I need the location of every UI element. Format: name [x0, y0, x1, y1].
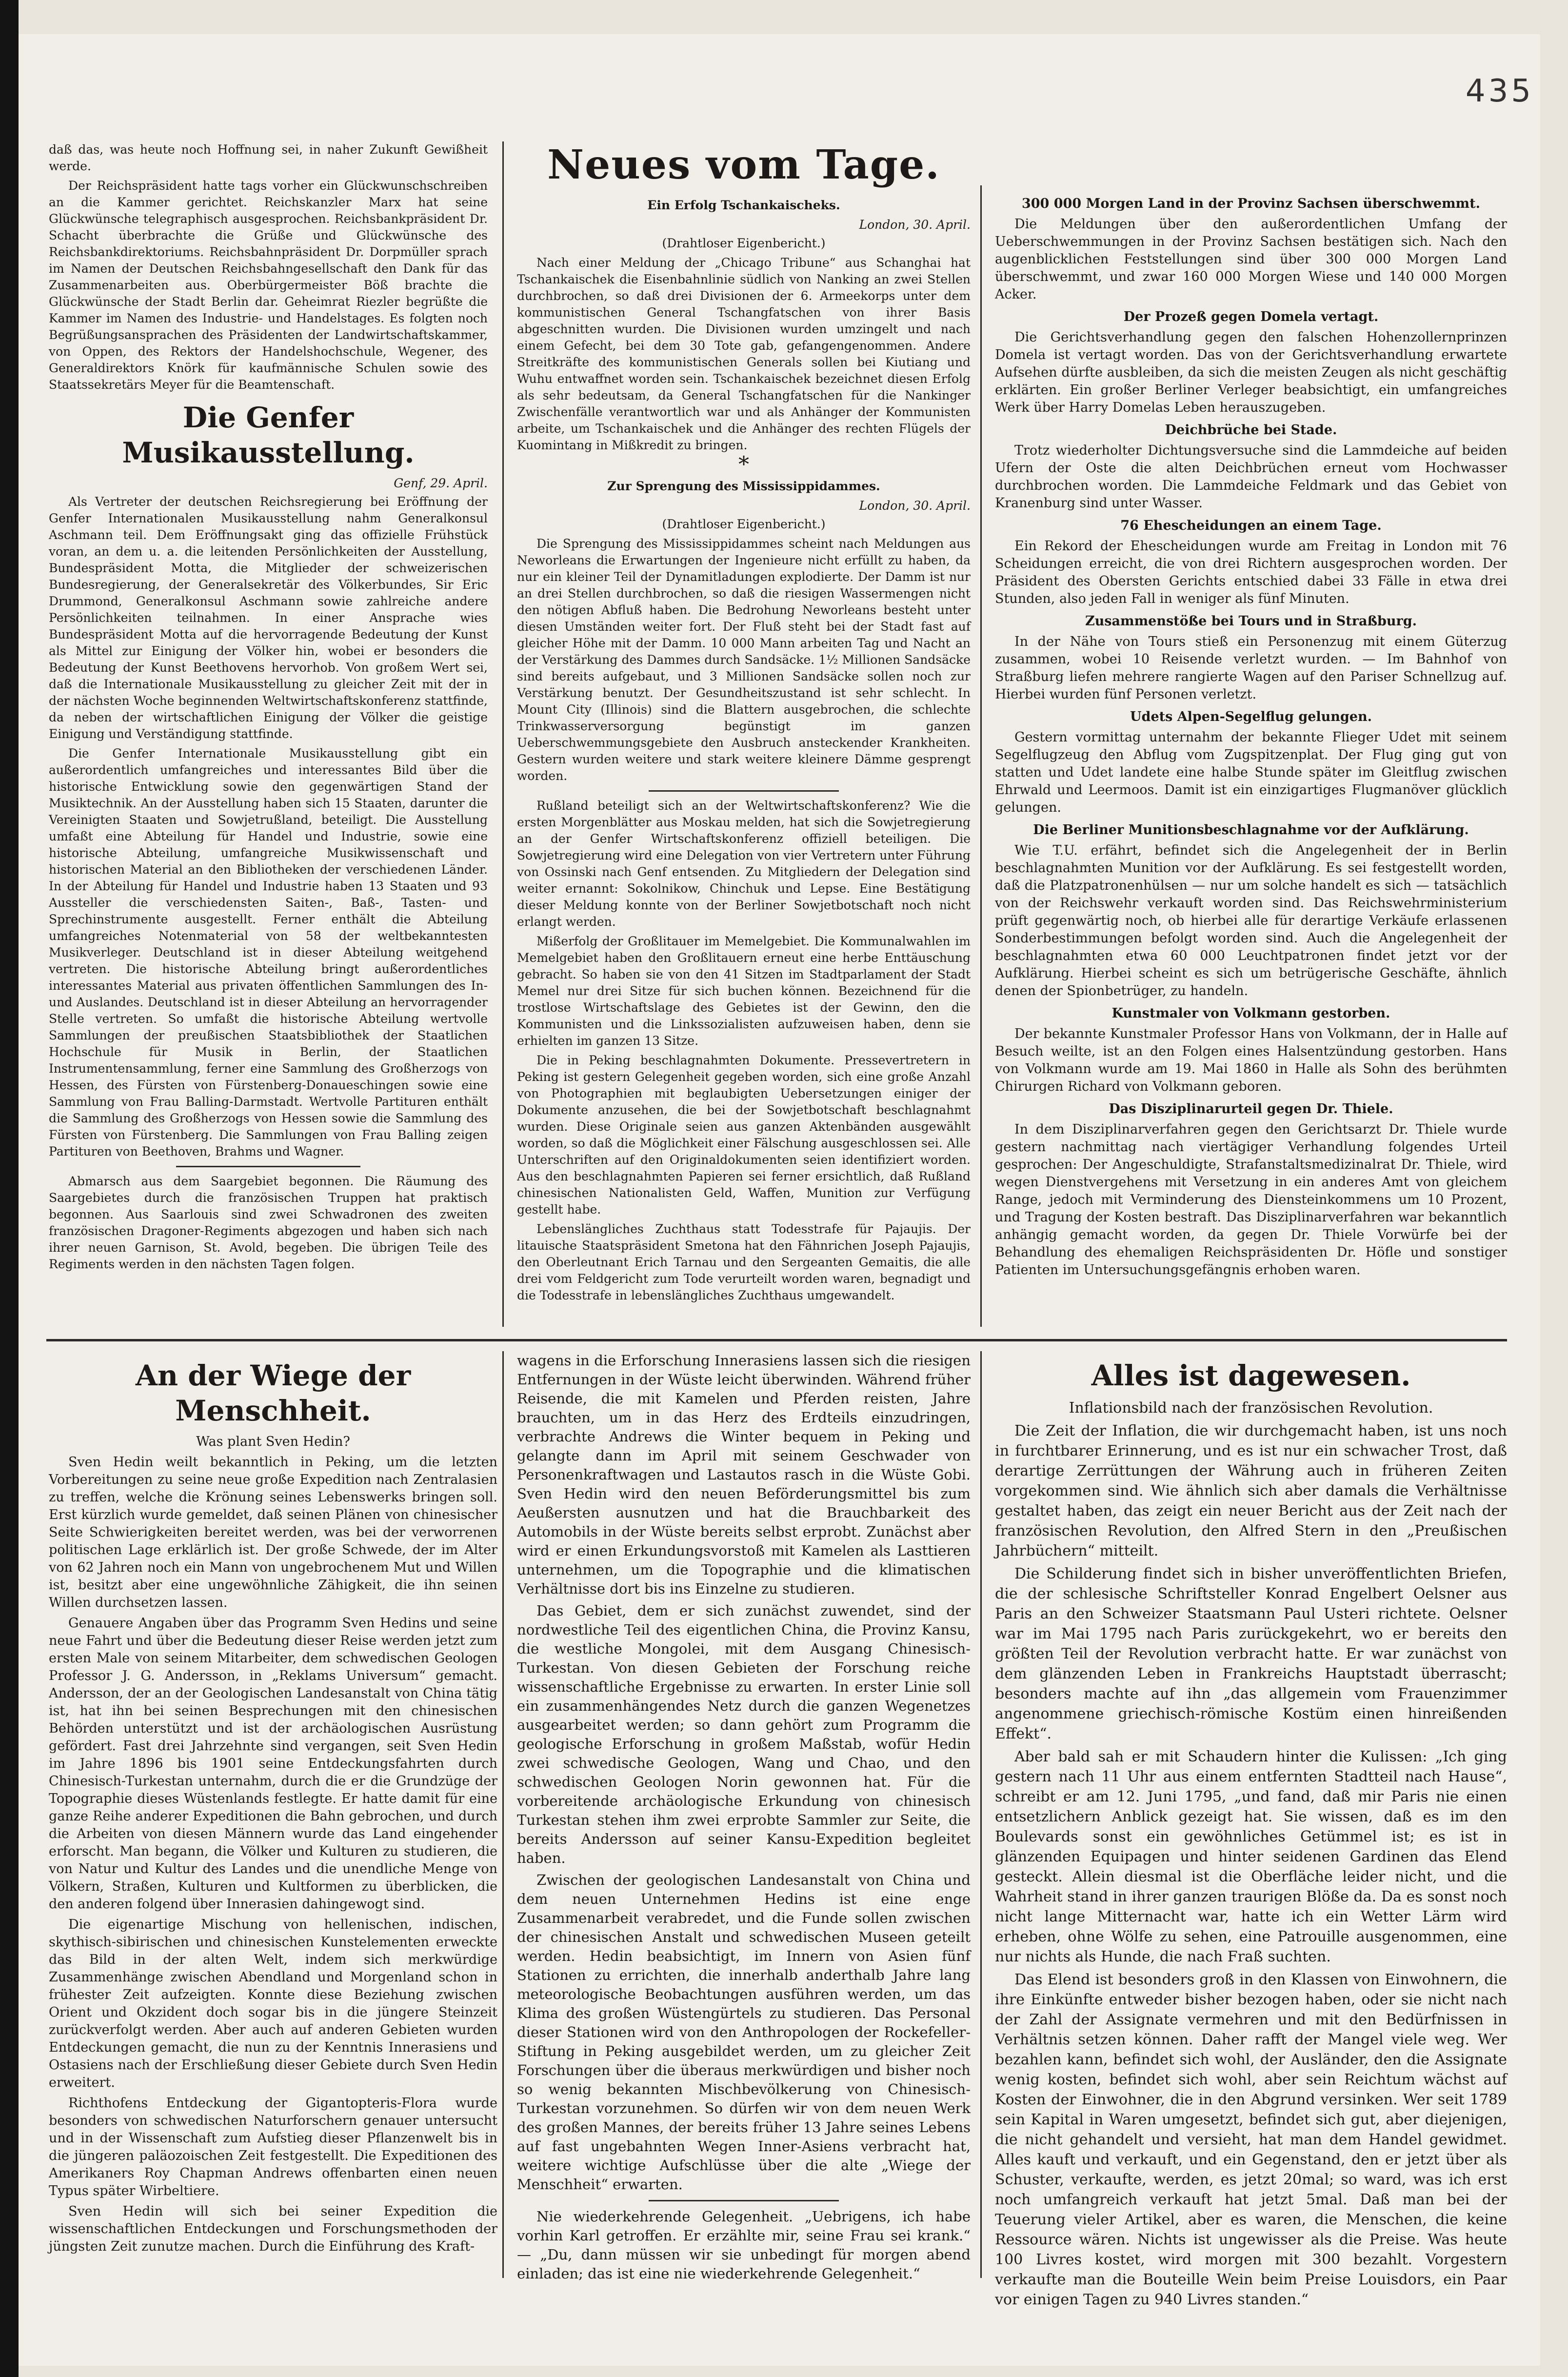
column-rule: [502, 1351, 504, 2278]
paragraph: wagens in die Erforschung Innerasiens lassen sich die riesigen Entfernungen in der Wüste leicht überwinden. Während früher Reisende, die mit Kamelen und Pferden reisten, Jahre brauchten, um in das Herz des Erdteils einzudringen, verbrachte Andrews die Winter bequem in Peking und gelangte dann im April mit seinem Geschwader von Personenkraftwagen und Lastautos rasch in die Wüste Gobi. Sven Hedin wird den neuen Beförderungsmittel bis zum Aeußersten ausnutzen und hat die Brauchbarkeit des Automobils in der Wüste bereits selbst erprobt. Zunächst aber wird er einen Erkundungsvorstoß mit Kamelen als Lasttieren unternehmen, um die Topographie und die klimatischen Verhältnisse dort bis ins Einzelne zu studieren.: [517, 1352, 971, 1597]
paragraph: Sven Hedin weilt bekanntlich in Peking, um die letzten Vorbereitungen zu seine neue große Expedition nach Zentralasien zu treffen, welche die Krönung seines Lebenswerks bringen soll. Erst kürzlich wurde gemeldet, daß seinen Plänen von chinesischer Seite Schwierigkeiten bereitet werden, was bei der verworrenen politischen Lage erklärlich ist. Der große Schwede, der im Alter von 62 Jahren noch ein Mann von ungebrochenem Mut und Willen ist, besitzt aber eine ungewöhnliche Zähigkeit, die ihn seinen Willen durchsetzen lassen.: [49, 1455, 497, 1610]
feature-column-middle: [517, 1351, 971, 2286]
feature-column-right: [995, 1351, 1507, 2313]
paragraph: Die Schilderung findet sich in bisher unveröffentlichten Briefen, die der schlesische Schriftsteller Konrad Engelbert Oelsner aus Paris an den Schweizer Staatsmann Paul Usteri richtete. Oelsner war im Mai 1795 nach Paris zurückgekehrt, wo er bereits den größten Teil der Revolution verbracht hatte. Er war zunächst von dem glänzenden Leben in Frankreichs Hauptstadt überrascht; besonders machte auf ihn „das allgemein vom Frauenzimmer angenommene griechisch-römische Kostüm einen hinreißenden Effekt“.: [995, 1565, 1507, 1742]
source-note: (Drahtloser Eigenbericht.): [662, 236, 826, 250]
paragraph: Genauere Angaben über das Programm Sven Hedins und seine neue Fahrt und über die Bedeutung dieser Reise werden jetzt zum ersten Male von seinem Mitarbeiter, dem schwedischen Geologen Professor J. G. Andersson, in „Reklams Universum“ gemacht. Andersson, der an der Geologischen Landesanstalt von China tätig ist, hat ihn bei seinen Besprechungen mit den chinesischen Behörden unterstützt und ist der archäologischen Ausrüstung gefördert. Fast drei Jahrzehnte sind vergangen, seit Sven Hedin im Jahre 1896 bis 1901 seine Entdeckungsfahrten durch Chinesisch-Turkestan unternahm, durch die er die Grundzüge der Topographie dieses Wüstenlands festlegte. Er hatte damit für eine ganze Reihe anderer Expeditionen die Bahn gebrochen, und durch die Arbeiten von diesen Männern wurde das Land eingehender erforscht. Man begann, die Völker und Kulturen zu studieren, die von Natur und Kultur des Landes und die unendliche Menge von Völkern, Straßen, Kulturen und Kultformen zu überblicken, die den anderen folgend über Innerasien dahingewogt sind.: [49, 1616, 497, 1912]
paragraph: Die Zeit der Inflation, die wir durchgemacht haben, ist uns noch in furchtbarer Erinnerung, und es ist nur ein schwacher Trost, daß derartige Zerrüttungen der Währung auch in früheren Zeiten vorgekommen sind. Wie ähnlich sich aber damals die Verhältnisse gestaltet haben, das zeigt ein neuer Bericht aus der Zeit nach der französischen Revolution, den Alfred Stern in den „Preußischen Jahrbüchern“ mitteilt.: [995, 1422, 1507, 1559]
article-heading: 300 000 Morgen Land in der Provinz Sachsen überschwemmt.: [1021, 196, 1481, 211]
paragraph: Als Vertreter der deutschen Reichsregierung bei Eröffnung der Genfer Internationalen Musikausstellung nahm Generalkonsul Aschmann teil. Dem Eröffnungsakt ging das offizielle Frühstück voran, an dem u. a. die leitenden Persönlichkeiten der Ausstellung, Bundespräsident Motta, die Mitglieder der schweizerischen Bundesregierung, der Generalsekretär des Völkerbundes, Sir Eric Drummond, Generalkonsul Aschmann sowie zahlreiche andere Persönlichkeiten teilnahmen. In einer Ansprache wies Bundespräsident Motta auf die hervorragende Bedeutung der Kunst als Mittel zur Einigung der Völker hin, wobei er besonders die Bedeutung der Kunst Beethovens hervorhob. Von großem Wert sei, daß die Internationale Musikausstellung zu gleicher Zeit mit der in der nächsten Woche beginnenden Weltwirtschaftskonferenz stattfinde, da neben der wirtschaftlichen Einigung der Völker die geistige Einigung und Verständigung stattfinde.: [49, 495, 488, 741]
paragraph: Nach einer Meldung der „Chicago Tribune“ aus Schanghai hat Tschankaischek die Eisenbahnlinie südlich von Nanking an zwei Stellen durchbrochen, so daß drei Divisionen der 6. Armeekorps unter dem kommunistischen General Tschangfatschen von ihrer Basis abgeschnitten wurden. Die Divisionen wurden umzingelt und nach einem Gefecht, bei dem 30 Tote gab, gefangengenommen. Andere Streitkräfte des kommunistischen Generals sollen bei Kiutiang und Wuhu entwaffnet worden sein. Tschankaischek bezeichnet diesen Erfolg als sehr bedeutsam, da General Tschangfatschen für die Nankinger Zwischenfälle verantwortlich war und als Anhänger der Kommunisten arbeite, um Tschankaischek und die Anhänger des rechten Flügels der Kuomintang in Mißkredit zu bringen.: [517, 256, 971, 452]
divider: [176, 1166, 360, 1167]
column-rule: [980, 185, 982, 1327]
article-heading: Udets Alpen-Segelflug gelungen.: [1130, 709, 1372, 724]
book-spine: [0, 0, 19, 2377]
article-heading: 76 Ehescheidungen an einem Tage.: [1120, 518, 1382, 533]
paragraph: Mißerfolg der Großlitauer im Memelgebiet. Die Kommunalwahlen im Memelgebiet haben den Großlitauern erneut eine herbe Enttäuschung gebracht. So haben sie von den 41 Sitzen im Stadtparlament der Stadt Memel nur drei Sitze für sich buchen können. Bezeichnend für die trostlose Wirtschaftslage des Gebietes ist der Gewinn, den die Kommunisten und die Linkssozialisten aufzuweisen haben, denn sie erhielten im ganzen 13 Sitze.: [517, 934, 971, 1048]
paragraph: Das Elend ist besonders groß in den Klassen von Einwohnern, die ihre Einkünfte entweder bisher bezogen haben, oder sie nicht nach der Zahl der Assignate vermehren und mit den Bedürfnissen in Verhältnis setzen können. Daher rafft der Mangel viele weg. Wer bezahlen kann, befindet sich wohl, der Ausländer, den die Assignate wenig kosten, befindet sich wohl, aber sein Reichtum wächst auf Kosten der Einwohner, die in den Abgrund versinken. Wer seit 1789 sein Kapital in Waren umgesetzt, befindet sich gut, aber diejenigen, die nicht gehandelt und versieht, hat man dem Handel gewidmet. Alles kauft und verkauft, und ein Gegenstand, den er jetzt über als Schuster, verkaufte, werden, es jetzt 20mal; so ward, was ich erst noch umfangreich verkauft hat jetzt 5mal. Daß man bei der Teuerung vieler Artikel, aber es waren, die Menschen, die keine Ressource wären. Nichts ist ungewisser als die Preise. Was heute 100 Livres kostet, wird morgen mit 300 bezahlt. Vorgestern verkaufte man die Bouteille Wein beim Preise Louisdors, ein Paar vor einigen Tagen zu 940 Livres standen.“: [995, 1971, 1507, 2308]
separator-star: *: [738, 452, 749, 477]
feature-column-left: [49, 1351, 497, 2258]
paragraph: In der Nähe von Tours stieß ein Personenzug mit einem Güterzug zusammen, wobei 10 Reisende verletzt wurden. — Im Bahnhof von Straßburg liefen mehrere rangierte Wagen auf den Pariser Schnellzug auf. Hierbei wurden fünf Personen verletzt.: [995, 634, 1507, 702]
paragraph: Die in Peking beschlagnahmten Dokumente. Pressevertretern in Peking ist gestern Gelegenheit gegeben worden, sich eine große Anzahl von Photographien mit beglaubigten Uebersetzungen einiger der Dokumente anzusehen, die bei der Sowjetbotschaft beschlagnahmt wurden. Diese Originale seien aus ganzen Aktenbänden ausgewählt worden, so daß die Möglichkeit einer Fälschung ausgeschlossen sei. Alle Unterschriften auf den Originaldokumenten seien identifiziert worden. Aus den beschlagnahmten Papieren sei ferner ersichtlich, daß Rußland chinesischen Nationalisten Geld, Waffen, Munition zur Verfügung gestellt habe.: [517, 1053, 971, 1217]
paragraph: Nie wiederkehrende Gelegenheit. „Uebrigens, ich habe vorhin Karl getroffen. Er erzählte mir, seine Frau sei krank.“ — „Du, dann müssen wir sie unbedingt für morgen abend einladen; das ist eine nie wiederkehrende Gelegenheit.“: [517, 2208, 971, 2282]
paragraph: Der bekannte Kunstmaler Professor Hans von Volkmann, der in Halle auf Besuch weilte, ist an den Folgen eines Halsentzündung gestorben. Hans von Volkmann wurde am 19. Mai 1860 in Halle als Sohn des berühmten Chirurgen Richard von Volkmann geboren.: [995, 1026, 1507, 1094]
headline-genfer-musikausstellung: Die Genfer Musikausstellung.: [122, 401, 415, 469]
paragraph: Richthofens Entdeckung der Gigantopteris-Flora wurde besonders von schwedischen Naturforschern genauer untersucht und in der Wissenschaft zum Aufstieg dieser Pflanzenwelt bis in die jüngeren paläozoischen Zeit festgestellt. Die Expeditionen des Amerikaners Roy Chapman Andrews offenbarten einen neuen Typus später Wirbeltiere.: [49, 2096, 497, 2198]
article-heading: Zusammenstöße bei Tours und in Straßburg.: [1085, 614, 1417, 629]
article-heading: Kunstmaler von Volkmann gestorben.: [1111, 1006, 1390, 1021]
paragraph: Lebenslängliches Zuchthaus statt Todesstrafe für Pajaujis. Der litauische Staatspräsident Smetona hat den Fähnrichen Joseph Pajaujis, den Oberleutnant Erich Tarnau und den Sergeanten Gemaitis, die alle drei vom Feldgericht zum Tode verurteilt worden waren, begnadigt und die Todesstrafe in lebenslängliches Zuchthaus umgewandelt.: [517, 1222, 971, 1302]
dateline: London, 30. April.: [859, 499, 971, 513]
article-heading: Die Berliner Munitionsbeschlagnahme vor der Aufklärung.: [1033, 822, 1469, 838]
paragraph: Ein Rekord der Ehescheidungen wurde am Freitag in London mit 76 Scheidungen erreicht, die von drei Richtern ausgesprochen worden. Der Präsident des Obersten Gerichts entschied dabei 33 Fälle in etwa drei Stunden, also jeden Fall in weniger als fünf Minuten.: [995, 539, 1507, 606]
headline-wiege-der-menschheit: An der Wiege der Menschheit.: [135, 1359, 411, 1427]
source-note: (Drahtloser Eigenbericht.): [662, 517, 826, 531]
article-heading: Zur Sprengung des Mississippidammes.: [607, 479, 880, 493]
paragraph: Abmarsch aus dem Saargebiet begonnen. Die Räumung des Saargebietes durch die französischen Truppen hat praktisch begonnen. Aus Saarlouis sind zwei Schwadronen des zweiten französischen Dragoner-Regiments abgezogen und haben sich nach ihrer neuen Garnison, St. Avold, begeben. Die übrigen Teile des Regiments werden in den nächsten Tagen folgen.: [49, 1174, 488, 1271]
paragraph: Zwischen der geologischen Landesanstalt von China und dem neuen Unternehmen Hedins ist eine enge Zusammenarbeit verabredet, und die Funde sollen zwischen der chinesischen Anstalt und schwedischen Museen geteilt werden. Hedin beabsichtigt, im Innern von Asien fünf Stationen zu errichten, die innerhalb anderthalb Jahre lang meteorologische Beobachtungen ausführen werden, um das Klima des großen Wüstengürtels zu studieren. Das Personal dieser Stationen wird von den Anthropologen der Rockefeller-Stiftung in Peking ausgebildet werden, um zu gleicher Zeit Forschungen über die überaus merkwürdigen und bisher noch so wenig bekannten Mischbevölkerung von Chinesisch-Turkestan vorzunehmen. So dürfen wir von dem neuen Werk des großen Mannes, der bereits früher 13 Jahre seines Lebens auf fast ungebahnten Wegen Inner-Asiens verbracht hat, weitere wichtige Aufschlüsse über die alte „Wiege der Menschheit“ erwarten.: [517, 1872, 971, 2193]
section-masthead: Neues vom Tage.: [547, 141, 940, 188]
paragraph: Das Gebiet, dem er sich zunächst zuwendet, sind der nordwestliche Teil des eigentlichen China, die Provinz Kansu, die westliche Mongolei, mit dem Ausgang Chinesisch-Turkestan. Von diesen Gebieten der Forschung reiche wissenschaftliche Ergebnisse zu erwarten. In erster Linie soll ein zusammenhängendes Netz durch die ganzen Wegenetzes ausgearbeitet werden; so dann gehört zum Programm die geologische Erforschung in großem Maßstab, wofür Hedin zwei schwedische Geologen, Wang und Chao, und den schwedischen Geologen Norin gewonnen hat. Für die vorbereitende archäologische Erkundung von chinesisch Turkestan stehen ihm zwei erprobte Sammler zur Seite, die bereits Andersson auf seiner Kansu-Expedition begleitet haben.: [517, 1602, 971, 1866]
column-rule: [980, 1351, 982, 2278]
column-2: [517, 141, 971, 1307]
dateline: Genf, 29. April.: [394, 476, 488, 490]
paragraph: Sven Hedin will sich bei seiner Expedition die wissenschaftlichen Entdeckungen und Forschungsmethoden der jüngsten Zeit zunutze machen. Durch die Einführung des Kraft-: [49, 2204, 497, 2254]
paragraph: daß das, was heute noch Hoffnung sei, in naher Zukunft Gewißheit werde.: [49, 142, 488, 173]
paragraph: Die eigenartige Mischung von hellenischen, indischen, skythisch-sibirischen und chinesischen Kunstelementen erweckte das Bild in der alten Welt, indem sich merkwürdige Zusammenhänge zwischen Abendland und Morgenland schon in frühester Zeit aufzeigten. Konnte diese Beziehung zwischen Orient und Okzident doch sogar bis in die jüngere Steinzeit zurückverfolgt werden. Aber auch auf anderen Gebieten wurden Entdeckungen gemacht, die nun zu der Kenntnis Innerasiens und Ostasiens nach der Erschließung dieser Gebiete durch Sven Hedin erweitert.: [49, 1917, 497, 2090]
article-heading: Ein Erfolg Tschankaischeks.: [647, 198, 840, 212]
page-number: 435: [1465, 73, 1534, 109]
article-heading: Der Prozeß gegen Domela vertagt.: [1123, 309, 1379, 324]
column-3: [995, 190, 1507, 1282]
subheading: Inflationsbild nach der französischen Revolution.: [1069, 1399, 1433, 1417]
paragraph: Die Genfer Internationale Musikausstellung gibt ein außerordentlich umfangreiches und interessantes Bild über die historische Entwicklung sowie den gegenwärtigen Stand der Musiktechnik. An der Ausstellung haben sich 15 Staaten, darunter die Vereinigten Staaten und Sowjetrußland, beteiligt. Die Ausstellung umfaßt eine Abteilung für Handel und Industrie, sowie eine historische Abteilung, umfangreiche Musikwissenschaft und historischen Material an den Bibliotheken der verschiedenen Länder. In der Abteilung für Handel und Industrie haben 13 Staaten und 93 Aussteller die verschiedensten Saiten-, Baß-, Tasten- und Sprechinstrumente ausgestellt. Ferner enthält die Abteilung umfangreiches Notenmaterial von 58 der weltbekanntesten Musikverleger. Deutschland ist in dieser Abteilung weitgehend vertreten. Die historische Abteilung bringt außerordentliches interessantes Material aus privaten öffentlichen Sammlungen des In- und Auslandes. Deutschland ist in dieser Abteilung an hervorragender Stelle vertreten. So umfaßt die historische Abteilung wertvolle Sammlungen der preußischen Staatsbibliothek der Staatlichen Hochschule für Musik in Berlin, der Staatlichen Instrumentensammlung, ferner eine Sammlung des Großherzogs von Hessen, des Fürsten von Fürstenberg-Donaueschingen sowie eine Sammlung von Frau Balling-Darmstadt. Wertvolle Partituren enthält die Sammlung des Großherzogs von Hessen sowie die Sammlung des Fürsten von Fürstenberg. Die Sammlungen von Frau Balling zeigen Partituren von Beethoven, Brahms und Wagner.: [49, 746, 488, 1159]
article-heading: Deichbrüche bei Stade.: [1165, 422, 1337, 438]
paragraph: Aber bald sah er mit Schaudern hinter die Kulissen: „Ich ging gestern nach 11 Uhr aus einem entfernten Stadtteil nach Hause“, schreibt er am 12. Juni 1795, „und fand, daß mir Paris nie einen entsetzlichern Anblick gezeigt hat. Sie wissen, daß es im den Boulevards sonst ein gewöhnliches Getümmel ist; es ist in glänzenden Equipagen und hinter seidenen Gardinen das Elend gesteckt. Allein diesmal ist die Oberfläche leider nicht, und die Wahrheit stand in ihrer ganzen traurigen Blöße da. Da es sonst noch nicht lange Mitternacht war, hatte ich ein Wetter Lärm wird erheben, ohne Wölfe zu sehen, eine Patrouille ausgenommen, eine nur nichts als Hunde, die nach Fraß suchten.: [995, 1748, 1507, 1965]
headline-alles-ist-dagewesen: Alles ist dagewesen.: [1091, 1359, 1411, 1392]
paragraph: Rußland beteiligt sich an der Weltwirtschaftskonferenz? Wie die ersten Morgenblätter aus Moskau melden, hat sich die Sowjetregierung an der Genfer Wirtschaftskonferenz offiziell beteiligen. Die Sowjetregierung wird eine Delegation von vier Vertretern unter Führung von Ossinski nach Genf entsenden. Zu Mitgliedern der Delegation sind weiter ernannt: Sokolnikow, Chinchuk und Lepse. Eine Bestätigung dieser Meldung konnte von der Berliner Sowjetbotschaft noch nicht erlangt werden.: [517, 799, 971, 929]
paragraph: Wie T.U. erfährt, befindet sich die Angelegenheit der in Berlin beschlagnahmten Munition vor der Aufklärung. Es sei festgestellt worden, daß die Platzpatronenhülsen — nur um solche handelt es sich — tatsächlich von der Reichswehr verkauft worden sind. Das Reichswehrministerium prüft gegenwärtig noch, ob hierbei alle für derartige Verkäufe erlassenen Sonderbestimmungen befolgt worden sind. Auch die Angelegenheit der beschlagnahmten etwa 60 000 Leuchtpatronen findet jetzt vor der Aufklärung. Hierbei scheint es sich um betrügerische Geschäfte, ähnlich denen der Spionbetrüger, zu handeln.: [995, 843, 1507, 999]
paragraph: Gestern vormittag unternahm der bekannte Flieger Udet mit seinem Segelflugzeug den Abflug vom Zugspitzenplat. Der Flug ging gut von statten und Udet landete eine halbe Stunde später im Gleitflug zwischen Ehrwald und Leermoos. Damit ist ein einzigartiges Flugmanöver glücklich gelungen.: [995, 730, 1507, 815]
column-rule: [502, 141, 504, 1327]
paragraph: Die Meldungen über den außerordentlichen Umfang der Ueberschwemmungen in der Provinz Sachsen bestätigen sich. Nach den augenblicklichen Feststellungen sind über 300 000 Morgen Land überschwemmt, und zwar 160 000 Morgen Wiese und 140 000 Morgen Acker.: [995, 217, 1507, 302]
article-heading: Das Disziplinarurteil gegen Dr. Thiele.: [1109, 1101, 1393, 1117]
divider: [649, 790, 839, 792]
section-rule: [46, 1339, 1507, 1341]
dateline: London, 30. April.: [859, 218, 971, 232]
divider: [649, 2200, 839, 2201]
paragraph: Die Gerichtsverhandlung gegen den falschen Hohenzollernprinzen Domela ist vertagt worden. Das von der Gerichtsverhandlung erwartete Aufsehen dürfte ausbleiben, da sich die meisten Zeugen als nicht geschäftig erklärten. Ein großer Berliner Verleger beabsichtigt, ein umfangreiches Werk über Harry Domelas Leben herauszugeben.: [995, 330, 1507, 415]
paragraph: Trotz wiederholter Dichtungsversuche sind die Lammdeiche auf beiden Ufern der Oste die alten Deichbrüchen erneut vom Hochwasser durchbrochen worden. Die Lammdeiche Feldmark und das Gebiet von Kranenburg sind unter Wasser.: [995, 443, 1507, 511]
paragraph: In dem Disziplinarverfahren gegen den Gerichtsarzt Dr. Thiele wurde gestern nachmittag nach viertägiger Verhandlung folgendes Urteil gesprochen: Der Angeschuldigte, Strafanstaltsmedizinalrat Dr. Thiele, wird wegen Dienstvergehens mit Versetzung in ein anderes Amt von gleichem Range, jedoch mit Verminderung des Diensteinkommens um 10 Prozent, und Tragung der Kosten bestraft. Das Disziplinarverfahren war bekanntlich anhängig gemacht worden, da gegen Dr. Thiele Vorwürfe bei der Behandlung des ehemaligen Reichspräsidenten Dr. Höfle und sonstiger Patienten im Untersuchungsgefängnis erhoben waren.: [995, 1122, 1507, 1278]
paragraph: Der Reichspräsident hatte tags vorher ein Glückwunschschreiben an die Kammer gerichtet. Reichskanzler Marx hat seine Glückwünsche telegraphisch ausgesprochen. Reichsbankpräsident Dr. Schacht überbrachte die Grüße und Glückwünsche des Reichsbankdirektoriums. Reichsbahnpräsident Dr. Dorpmüller sprach im Namen der Deutschen Reichsbahngesellschaft den Dank für das Zusammenarbeiten aus. Oberbürgermeister Böß brachte die Glückwünsche der Stadt Berlin dar. Geheimrat Riezler begrüßte die Kammer im Namen des Industrie- und Handelstages. Es folgten noch Begrüßungsansprachen des Präsidenten der Landwirtschaftskammer, von Oppen, des Rektors der Handelshochschule, Wegener, des Generaldirektors Knörk für kaufmännische Schulen sowie des Staatssekretärs Meyer für die Beamtenschaft.: [49, 179, 488, 392]
subheading: Was plant Sven Hedin?: [196, 1434, 350, 1449]
column-1: [49, 141, 488, 1276]
paragraph: Die Sprengung des Mississippidammes scheint nach Meldungen aus Neworleans die Erwartungen der Ingenieure nicht erfüllt zu haben, da nur ein kleiner Teil der Dynamitladungen explodierte. Der Damm ist nur an drei Stellen durchbrochen, so daß die riesigen Wassermengen nicht den nötigen Abfluß haben. Die Bedrohung Neworleans besteht unter diesen Umständen weiter fort. Der Fluß steht bei der Stadt fast auf gleicher Höhe mit der Damm. 10 000 Mann arbeiten Tag und Nacht an der Verstärkung des Dammes durch Sandsäcke. 1½ Millionen Sandsäcke sind bereits aufgebaut, und 3 Millionen Sandsäcke sollen noch zur Verstärkung benutzt. Der Gesundheitszustand ist sehr schlecht. In Mount City (Illinois) sind die Blattern ausgebrochen, die schlechte Trinkwasserversorgung begünstigt im ganzen Ueberschwemmungsgebiete den Ausbruch ansteckender Krankheiten. Gestern wurden weitere und stark weitere kleinere Dämme gesprengt worden.: [517, 537, 971, 783]
